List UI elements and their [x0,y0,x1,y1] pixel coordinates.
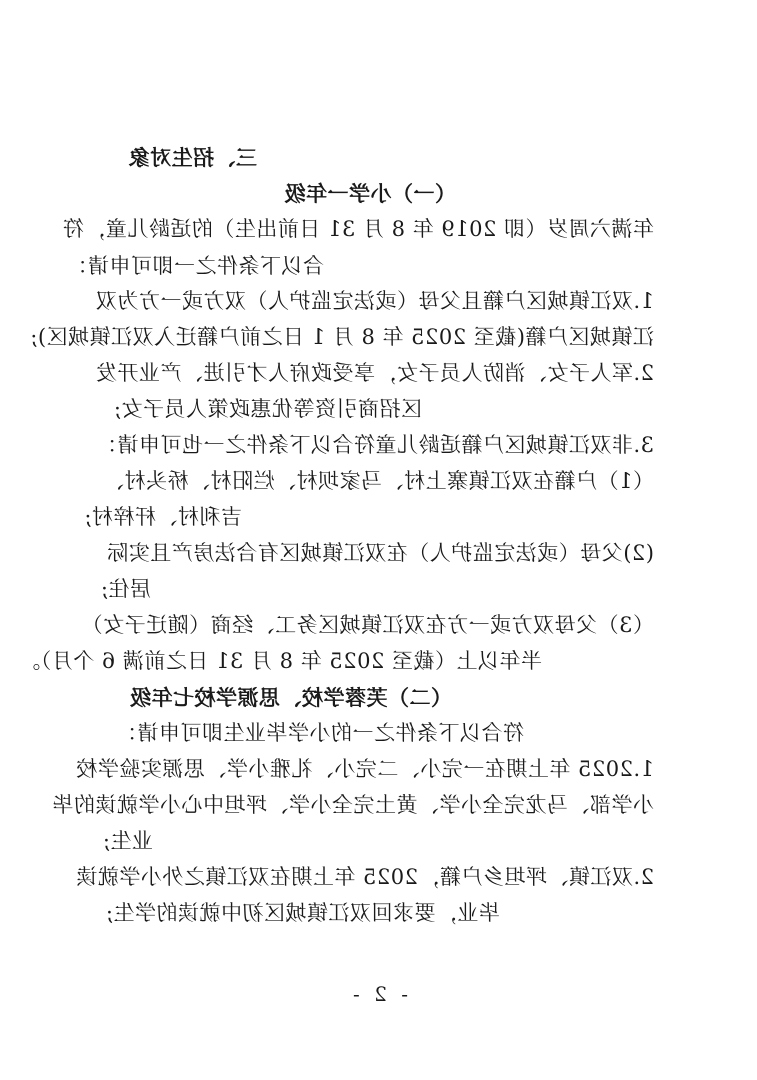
paragraph-line: 居住; [100,577,151,601]
subsection-heading-grade-one: （一）小学一年级 [284,181,456,206]
paragraph-line: 1.2025 年上期在一完小、二完小、礼雅小学、思源实验学校 [75,757,654,781]
section-heading: 三、招生对象 [128,145,257,170]
paragraph-line: 符合以下条件之一的小学毕业生即可申请： [115,721,524,745]
paragraph-line: 毕业，要求回双江镇城区初中就读的学生; [105,901,500,925]
paragraph-line: 江镇城区户籍(截至 2025 年 8 月 1 日之前户籍迁入双江镇城区); [29,325,654,349]
paragraph-line: (2)父母（或法定监护人）在双江镇城区有合法房产且实际 [106,541,654,565]
paragraph-line: （3）父母双方或一方在双江镇城区务工、经商（随迁子女） [81,613,654,637]
paragraph-line: 2.军人子女、消防人员子女，享受政府人才引进、产业开发 [95,361,654,385]
paragraph-line: 2.双江镇、坪坦乡户籍，2025 年上期在双江镇之外小学就读 [75,865,654,889]
subsection-heading-grade-seven: （二）芙蓉学校、思源学校七年级 [129,685,452,710]
paragraph-line: 区招商引资等优惠政策人员子女; [113,397,422,421]
paragraph-line: 小学部、马龙完全小学、黄土完全小学、坪坦中心小学就读的毕 [52,793,654,817]
paragraph-line: 1.双江镇城区户籍且父母（或法定监护人）双方或一方为双 [95,289,654,313]
paragraph-line: （1）户籍在双江镇寨上村、马家坝村、烂阳村、桥头村、 [102,469,654,493]
paragraph-line: 业生; [102,829,153,853]
paragraph-line: 吉利村、杆梓村; [83,505,242,529]
paragraph-line: 3.非双江镇城区户籍适龄儿童符合以下条件之一也可申请： [95,433,654,457]
page-number: - 2 - [349,982,408,1006]
paragraph-line: 年满六周岁（即 2019 年 8 月 31 日前出生）的适龄儿童，符 [62,217,654,241]
paragraph-line: 合以下条件之一即可申请： [66,254,324,278]
paragraph-line: 半年以上（截至 2025 年 8 月 31 日之前满 6 个月）。 [18,649,542,673]
